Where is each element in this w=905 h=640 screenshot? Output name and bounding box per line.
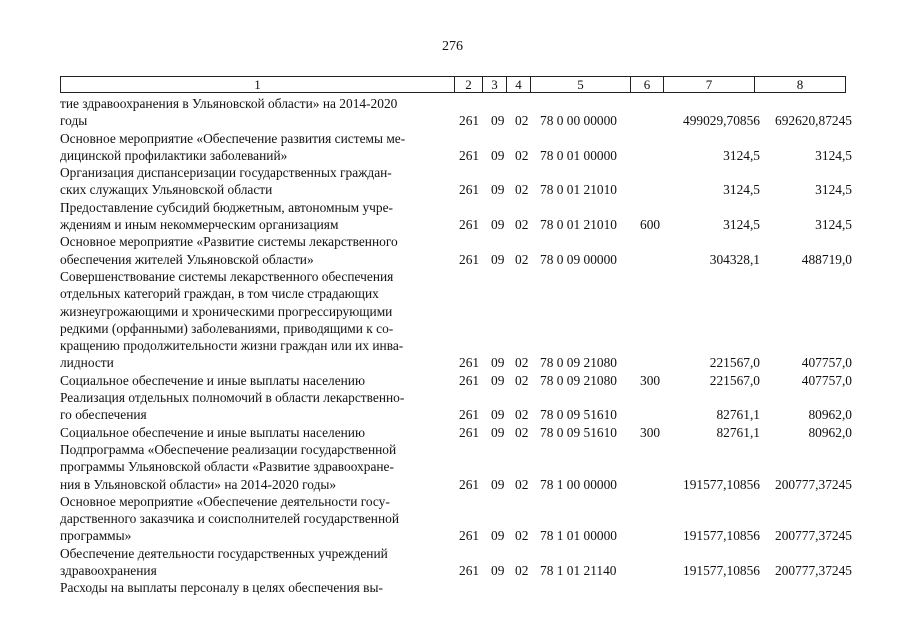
- row-ved: 261: [459, 147, 480, 163]
- row-year1: 221567,0: [709, 355, 760, 371]
- table-row: [60, 233, 852, 268]
- row-ved: 261: [459, 424, 480, 440]
- row-year1: 82761,1: [716, 407, 760, 423]
- row-rz: 09: [491, 251, 505, 267]
- row-year2: 407757,0: [801, 372, 852, 388]
- row-csr: 78 0 09 51610: [540, 407, 617, 423]
- table-row: [60, 579, 852, 596]
- header-col-6: 6: [630, 77, 663, 92]
- row-name: Предоставление субсидий бюджетным, автономным учре- ждениям и иным некоммерческим организациям: [60, 199, 394, 233]
- row-pr: 02: [515, 563, 529, 579]
- row-rz: 09: [491, 407, 505, 423]
- row-pr: 02: [515, 355, 529, 371]
- row-year2: 3124,5: [815, 147, 852, 163]
- row-pr: 02: [515, 424, 529, 440]
- row-year1: 304328,1: [709, 251, 760, 267]
- row-rz: 09: [491, 217, 505, 233]
- row-csr: 78 0 09 21080: [540, 355, 617, 371]
- table-row: [60, 95, 852, 130]
- row-csr: 78 0 09 51610: [540, 424, 617, 440]
- row-name: Расходы на выплаты персоналу в целях обеспечения вы-: [60, 580, 383, 596]
- row-rz: 09: [491, 355, 505, 371]
- header-col-1: 1: [254, 77, 261, 92]
- row-year2: 200777,37245: [775, 528, 852, 544]
- row-year1: 82761,1: [716, 424, 760, 440]
- row-csr: 78 0 01 00000: [540, 147, 617, 163]
- row-ved: 261: [459, 251, 480, 267]
- row-csr: 78 1 00 00000: [540, 476, 617, 492]
- row-name: Социальное обеспечение и иные выплаты населению: [60, 424, 365, 440]
- row-year1: 221567,0: [709, 372, 760, 388]
- row-name: Основное мероприятие «Обеспечение развития системы ме- дицинской профилактики заболеваний»: [60, 130, 406, 163]
- row-year2: 80962,0: [808, 407, 852, 423]
- row-pr: 02: [515, 372, 529, 388]
- table-row: [60, 372, 852, 389]
- table-body: [60, 95, 852, 597]
- table-row: [60, 164, 852, 199]
- row-pr: 02: [515, 476, 529, 492]
- row-rz: 09: [491, 147, 505, 163]
- row-ved: 261: [459, 528, 480, 544]
- page-number: 276: [442, 39, 463, 54]
- row-vr: 300: [640, 424, 661, 440]
- row-csr: 78 0 01 21010: [540, 217, 617, 233]
- header-col-5: 5: [530, 77, 630, 92]
- table-row: [60, 441, 852, 493]
- row-csr: 78 0 09 00000: [540, 251, 617, 267]
- header-col-8: 8: [754, 77, 845, 92]
- table-row: [60, 199, 852, 234]
- row-rz: 09: [491, 424, 505, 440]
- row-year2: 3124,5: [815, 182, 852, 198]
- row-year2: 407757,0: [801, 355, 852, 371]
- row-name: Основное мероприятие «Развитие системы лекарственного обеспечения жителей Ульяновской области»: [60, 234, 398, 267]
- row-ved: 261: [459, 372, 480, 388]
- row-ved: 261: [459, 217, 480, 233]
- header-col-7: 7: [663, 77, 754, 92]
- row-pr: 02: [515, 182, 529, 198]
- row-pr: 02: [515, 113, 529, 129]
- row-name: Совершенствование системы лекарственного обеспечения отдельных категорий граждан, в том числе страдающих жизнеугрожающими и хроническими прогрессирующими редкими (орфанными) заболеваниями, приводящими к со- кращению продолжительности жизни граждан или их инва- лидности: [60, 268, 404, 371]
- row-name: тие здравоохранения в Ульяновской области» на 2014-2020 годы: [60, 96, 398, 129]
- row-name: Основное мероприятие «Обеспечение деятельности госу- дарственного заказчика и соисполнителей государственной программы»: [60, 493, 399, 544]
- row-year2: 488719,0: [801, 251, 852, 267]
- row-name: Социальное обеспечение и иные выплаты населению: [60, 372, 365, 388]
- row-year2: 692620,87245: [775, 113, 852, 129]
- row-pr: 02: [515, 217, 529, 233]
- table-row: [60, 130, 852, 165]
- row-pr: 02: [515, 528, 529, 544]
- table-row: [60, 493, 852, 545]
- row-csr: 78 1 01 00000: [540, 528, 617, 544]
- table-row: [60, 268, 852, 372]
- row-vr: 600: [640, 217, 661, 233]
- row-ved: 261: [459, 476, 480, 492]
- row-csr: 78 0 01 21010: [540, 182, 617, 198]
- row-pr: 02: [515, 407, 529, 423]
- row-ved: 261: [459, 182, 480, 198]
- row-csr: 78 1 01 21140: [540, 563, 617, 579]
- row-rz: 09: [491, 182, 505, 198]
- row-name: Подпрограмма «Обеспечение реализации государственной программы Ульяновской области «Развитие здравоохране- ния в Ульяновской области» на 2014-2020 годы»: [60, 441, 397, 492]
- row-name: Реализация отдельных полномочий в области лекарственно- го обеспечения: [60, 390, 405, 423]
- row-name: Обеспечение деятельности государственных учреждений здравоохранения: [60, 545, 388, 579]
- row-year2: 3124,5: [815, 217, 852, 233]
- row-year1: 191577,10856: [683, 476, 760, 492]
- row-csr: 78 0 00 00000: [540, 113, 617, 129]
- row-rz: 09: [491, 372, 505, 388]
- row-csr: 78 0 09 21080: [540, 372, 617, 388]
- header-col-3: 3: [482, 77, 506, 92]
- row-year1: 3124,5: [723, 147, 760, 163]
- row-rz: 09: [491, 563, 505, 579]
- row-pr: 02: [515, 251, 529, 267]
- table-row: [60, 545, 852, 580]
- table-row: [60, 389, 852, 424]
- row-rz: 09: [491, 113, 505, 129]
- row-rz: 09: [491, 528, 505, 544]
- table-row: [60, 424, 852, 441]
- row-vr: 300: [640, 372, 661, 388]
- header-col-4: 4: [506, 77, 530, 92]
- row-rz: 09: [491, 476, 505, 492]
- row-year2: 80962,0: [808, 424, 852, 440]
- row-year1: 191577,10856: [683, 563, 760, 579]
- row-year2: 200777,37245: [775, 563, 852, 579]
- row-year1: 499029,70856: [683, 113, 760, 129]
- row-year1: 3124,5: [723, 217, 760, 233]
- row-pr: 02: [515, 147, 529, 163]
- header-col-2: 2: [454, 77, 482, 92]
- row-year1: 191577,10856: [683, 528, 760, 544]
- row-year1: 3124,5: [723, 182, 760, 198]
- row-ved: 261: [459, 407, 480, 423]
- row-ved: 261: [459, 355, 480, 371]
- row-ved: 261: [459, 113, 480, 129]
- table-header: [60, 76, 846, 93]
- row-year2: 200777,37245: [775, 476, 852, 492]
- row-name: Организация диспансеризации государственных граждан- ских служащих Ульяновской области: [60, 165, 392, 198]
- row-ved: 261: [459, 563, 480, 579]
